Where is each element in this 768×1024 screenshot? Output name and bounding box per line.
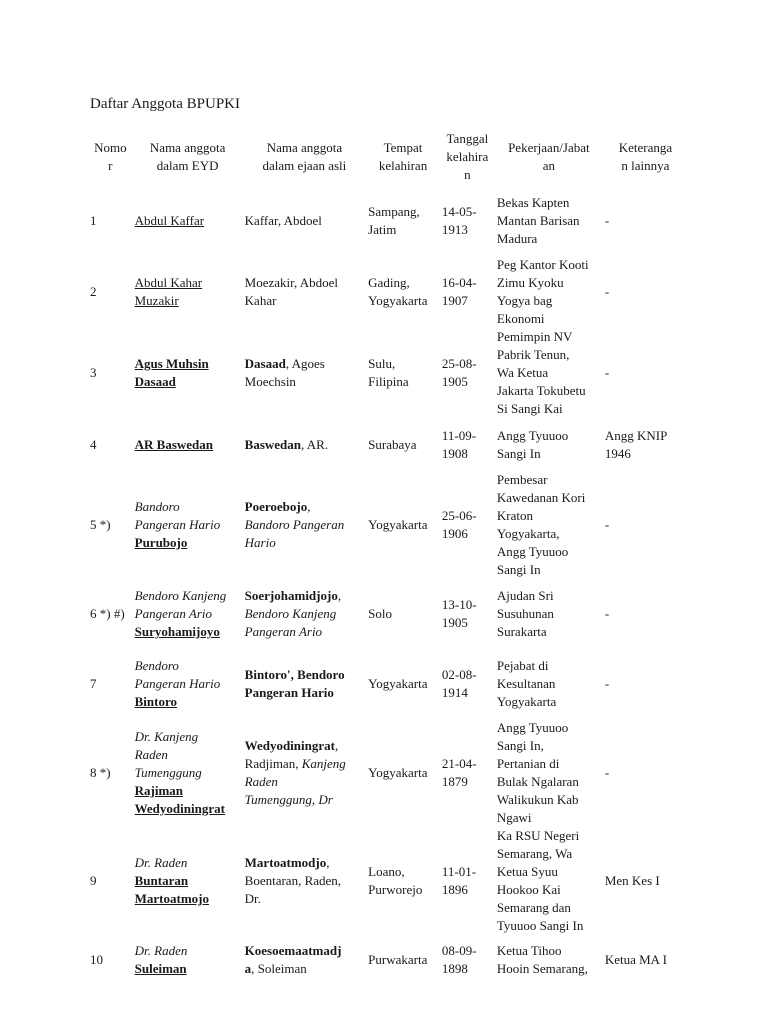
cell-tempat: Gading, Yogyakarta: [368, 275, 428, 308]
cell-keterangan: -: [604, 765, 610, 780]
cell-keterangan: -: [604, 213, 610, 228]
table-row: [88, 935, 688, 985]
cell-nama-eyd: Dr. Kanjeng Raden Tumenggung Rajiman Wedyodiningrat: [134, 729, 225, 816]
cell-tempat: Sulu, Filipina: [368, 356, 409, 389]
page-title: Daftar Anggota BPUPKI: [90, 96, 240, 112]
cell-tanggal: 25-06- 1906: [441, 508, 477, 541]
table-row: [88, 418, 688, 471]
cell-nama-asli: Koesoemaatmadj a, Soleiman: [244, 943, 342, 976]
cell-nomor: 7: [90, 676, 97, 691]
cell-pekerjaan: Bekas Kapten Mantan Barisan Madura: [496, 195, 580, 246]
cell-tempat: Surabaya: [368, 436, 417, 452]
cell-pekerjaan: Pemimpin NV Pabrik Tenun, Wa Ketua Jakarta Tokubetu Si Sangi Kai: [496, 329, 586, 416]
cell-nomor: 9: [90, 873, 97, 888]
header-nama-eyd: Nama anggota dalam EYD: [149, 140, 226, 173]
table-row: [88, 328, 688, 418]
table-row: [88, 827, 688, 935]
cell-tanggal: 16-04- 1907: [441, 275, 477, 308]
cell-keterangan: -: [604, 676, 610, 691]
cell-nama-eyd: Dr. Raden Suleiman: [134, 943, 188, 976]
cell-nomor: 1: [90, 213, 97, 228]
cell-tempat: Solo: [368, 606, 393, 621]
table-row: [88, 186, 688, 256]
cell-nama-eyd: Bendoro Pangeran Hario Bintoro: [134, 658, 221, 709]
cell-nomor: 5 *): [90, 517, 111, 532]
cell-nomor: 4: [90, 436, 97, 452]
cell-keterangan: Angg KNIP 1946: [604, 427, 668, 461]
cell-pekerjaan: Peg Kantor Kooti Zimu Kyoku Yogya bag Ekonomi: [496, 257, 589, 326]
header-nama-asli: Nama anggota dalam ejaan asli: [262, 140, 347, 173]
cell-nama-eyd: Abdul Kahar Muzakir: [134, 275, 203, 308]
cell-tanggal: 11-09- 1908: [441, 427, 477, 461]
header-nomor: Nomo r: [94, 140, 127, 173]
cell-keterangan: -: [604, 284, 610, 299]
cell-nomor: 2: [90, 284, 97, 299]
table-row: [88, 719, 688, 827]
table-row: [88, 579, 688, 649]
cell-nama-asli: Wedyodiningrat, Radjiman, Kanjeng Raden Tumenggung, Dr: [244, 738, 346, 807]
cell-keterangan: -: [604, 517, 610, 532]
header-pekerjaan: Pekerjaan/Jabat an: [508, 140, 590, 173]
cell-tempat: Yogyakarta: [368, 765, 428, 780]
cell-nama-asli: Moezakir, Abdoel Kahar: [244, 275, 338, 308]
cell-nama-asli: Poeroebojo, Bandoro Pangeran Hario: [244, 499, 345, 550]
cell-keterangan: Ketua MA I: [604, 952, 667, 967]
cell-nama-eyd: Agus Muhsin Dasaad: [134, 356, 209, 389]
cell-nomor: 6 *) #): [90, 606, 125, 621]
cell-tanggal: 02-08- 1914: [441, 667, 477, 700]
cell-nama-asli: Dasaad, Agoes Moechsin: [244, 356, 325, 389]
cell-tanggal: 25-08- 1905: [441, 356, 477, 389]
cell-nama-asli: Soerjohamidjojo, Bendoro Kanjeng Pangeran Ario: [244, 588, 342, 639]
cell-keterangan: -: [604, 606, 610, 621]
table-row: [88, 649, 688, 719]
cell-nama-asli: Baswedan, AR.: [244, 436, 329, 452]
table-row: [88, 471, 688, 579]
cell-tanggal: 08-09- 1898: [441, 943, 477, 976]
cell-nama-eyd: Bendoro Kanjeng Pangeran Ario Suryohamijoyo: [134, 588, 227, 639]
cell-nomor: 8 *): [90, 765, 111, 780]
cell-pekerjaan: Pejabat di Kesultanan Yogyakarta: [496, 658, 557, 709]
cell-tanggal: 14-05- 1913: [441, 204, 477, 237]
cell-tempat: Loano, Purworejo: [368, 864, 423, 897]
header-tanggal: Tanggal kelahira n: [446, 131, 489, 182]
cell-tempat: Yogyakarta: [368, 676, 428, 691]
cell-tempat: Yogyakarta: [368, 517, 428, 532]
cell-nama-eyd: Abdul Kaffar: [134, 213, 205, 228]
cell-pekerjaan: Ka RSU Negeri Semarang, Wa Ketua Syuu Hookoo Kai Semarang dan Tyuuoo Sangi In: [496, 828, 584, 933]
header-tempat: Tempat kelahiran: [378, 140, 428, 173]
cell-nama-asli: Martoatmodjo, Boentaran, Raden, Dr.: [244, 855, 342, 906]
table-header-row: [88, 130, 688, 186]
table-row: [88, 256, 688, 328]
cell-tanggal: 21-04- 1879: [441, 756, 477, 789]
cell-pekerjaan: Pembesar Kawedanan Kori Kraton Yogyakarta, Angg Tyuuoo Sangi In: [496, 472, 586, 577]
cell-nama-eyd: AR Baswedan: [134, 436, 213, 452]
cell-pekerjaan: Ketua Tihoo Hooin Semarang,: [496, 943, 588, 976]
cell-nama-eyd: Dr. Raden Buntaran Martoatmojo: [134, 855, 209, 906]
cell-tanggal: 11-01- 1896: [441, 864, 477, 897]
cell-keterangan: Men Kes I: [604, 873, 660, 888]
header-keterangan: Keterangа n lainnya: [618, 140, 673, 173]
cell-nama-eyd: Bandoro Pangeran Hario Purubojo: [134, 499, 221, 550]
cell-nomor: 10: [90, 952, 103, 967]
cell-nama-asli: Bintoro', Bendoro Pangeran Hario: [244, 667, 345, 700]
cell-nama-asli: Kaffar, Abdoel: [244, 213, 322, 228]
cell-tempat: Purwakarta: [368, 952, 428, 967]
cell-keterangan: -: [604, 365, 610, 380]
cell-tanggal: 13-10- 1905: [441, 597, 477, 630]
cell-tempat: Sampang, Jatim: [368, 204, 420, 237]
cell-nomor: 3: [90, 365, 97, 380]
cell-pekerjaan: Ajudan Sri Susuhunan Surakarta: [496, 588, 554, 639]
members-table: [88, 130, 688, 985]
cell-pekerjaan: Angg Tyuuoo Sangi In: [496, 427, 569, 461]
cell-pekerjaan: Angg Tyuuoo Sangi In, Pertanian di Bulak Ngalaran Walikukun Kab Ngawi: [496, 720, 579, 825]
